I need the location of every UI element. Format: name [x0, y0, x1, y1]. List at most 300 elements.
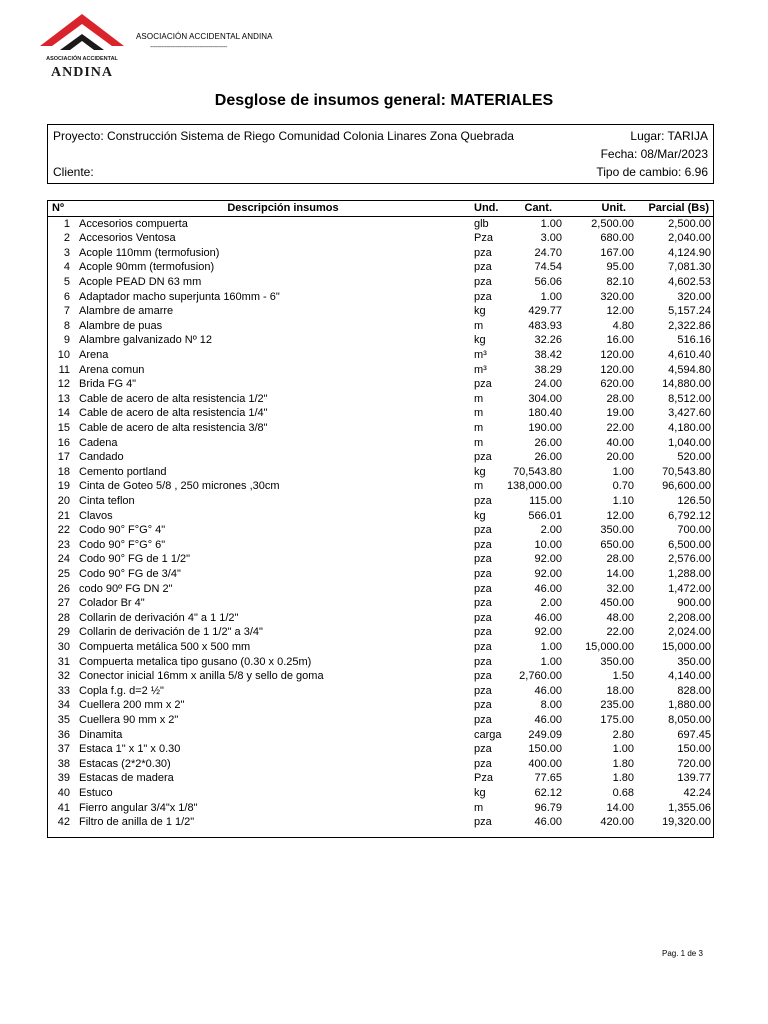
row-quantity: 1.00 [540, 655, 562, 668]
row-quantity: 24.70 [534, 246, 562, 259]
row-quantity: 92.00 [534, 553, 562, 566]
row-quantity: 483.93 [528, 319, 562, 332]
row-unit-price: 18.00 [606, 684, 634, 697]
row-unit: kg [474, 334, 486, 347]
row-partial: 4,180.00 [668, 421, 711, 434]
company-logo [36, 10, 128, 80]
row-partial: 1,472.00 [668, 582, 711, 595]
row-unit: pza [474, 524, 492, 537]
row-quantity: 38.29 [534, 363, 562, 376]
row-quantity: 429.77 [528, 305, 562, 318]
table-row [48, 713, 713, 728]
row-partial: 2,208.00 [668, 611, 711, 624]
row-unit: m³ [474, 363, 487, 376]
row-unit-price: 48.00 [606, 611, 634, 624]
row-number: 5 [63, 275, 70, 288]
header-unit-price: Unit. [601, 202, 626, 214]
row-number: 34 [57, 699, 70, 712]
row-unit-price: 0.68 [612, 786, 634, 799]
row-unit: Pza [474, 772, 493, 785]
row-unit: pza [474, 538, 492, 551]
row-unit: kg [474, 465, 486, 478]
row-quantity: 92.00 [534, 626, 562, 639]
row-description: Estacas de madera [79, 772, 174, 785]
table-row [48, 377, 713, 392]
row-quantity: 77.65 [534, 772, 562, 785]
row-quantity: 249.09 [528, 728, 562, 741]
row-partial: 697.45 [677, 728, 711, 741]
row-unit: m [474, 421, 484, 434]
row-quantity: 74.54 [534, 261, 562, 274]
table-row [48, 421, 713, 436]
row-number: 37 [57, 743, 70, 756]
row-unit: pza [474, 670, 492, 683]
table-row [48, 246, 713, 261]
row-description: Cadena [79, 436, 118, 449]
row-description: Conector inicial 16mm x anilla 5/8 y sello de goma [79, 670, 324, 683]
row-unit: m [474, 801, 484, 814]
document-title: Desglose de insumos general: MATERIALES [214, 92, 554, 109]
row-quantity: 2,760.00 [519, 670, 562, 683]
row-unit-price: 167.00 [600, 246, 634, 259]
row-number: 20 [57, 494, 70, 507]
row-description: Estuco [79, 786, 113, 799]
row-number: 19 [57, 480, 70, 493]
row-partial: 8,050.00 [668, 713, 711, 726]
row-unit: pza [474, 582, 492, 595]
row-description: Estaca 1" x 1" x 0.30 [79, 743, 181, 756]
row-partial: 5,157.24 [668, 305, 711, 318]
row-description: Codo 90° FG de 3/4" [79, 567, 181, 580]
row-quantity: 304.00 [528, 392, 562, 405]
logo-text-small: ASOCIACIÓN ACCIDENTAL [46, 56, 118, 62]
row-description: Cuellera 90 mm x 2" [79, 713, 179, 726]
table-row [48, 640, 713, 655]
table-row [48, 348, 713, 363]
table-row [48, 290, 713, 305]
table-row [48, 786, 713, 801]
row-partial: 1,355.06 [668, 801, 711, 814]
row-number: 4 [63, 261, 70, 274]
row-quantity: 150.00 [528, 743, 562, 756]
row-unit: pza [474, 451, 492, 464]
row-number: 42 [57, 816, 70, 829]
row-unit: pza [474, 655, 492, 668]
row-unit: pza [474, 684, 492, 697]
row-unit: kg [474, 305, 486, 318]
row-partial: 70,543.80 [662, 465, 711, 478]
row-unit: pza [474, 713, 492, 726]
table-header [48, 201, 713, 217]
row-number: 22 [57, 524, 70, 537]
row-description: Cinta teflon [79, 494, 135, 507]
row-description: Collarin de derivación de 1 1/2" a 3/4" [79, 626, 263, 639]
row-description: Clavos [79, 509, 113, 522]
row-number: 17 [57, 451, 70, 464]
row-description: Adaptador macho superjunta 160mm - 6" [79, 290, 280, 303]
row-unit: pza [474, 626, 492, 639]
row-description: Alambre de puas [79, 319, 163, 332]
row-unit-price: 1.80 [612, 772, 634, 785]
row-quantity: 26.00 [534, 451, 562, 464]
row-partial: 3,427.60 [668, 407, 711, 420]
row-partial: 828.00 [677, 684, 711, 697]
row-description: Alambre galvanizado Nº 12 [79, 334, 213, 347]
date-label: Fecha: 08/Mar/2023 [600, 147, 708, 161]
row-quantity: 180.40 [528, 407, 562, 420]
row-partial: 42.24 [683, 786, 711, 799]
row-partial: 720.00 [677, 757, 711, 770]
row-description: Brida FG 4" [79, 378, 137, 391]
row-description: Accesorios compuerta [79, 217, 188, 230]
row-unit-price: 95.00 [606, 261, 634, 274]
table-row [48, 509, 713, 524]
row-unit-price: 4.80 [612, 319, 634, 332]
row-partial: 4,140.00 [668, 670, 711, 683]
table-row [48, 815, 713, 830]
row-unit: carga [474, 728, 502, 741]
row-unit-price: 32.00 [606, 582, 634, 595]
table-row [48, 742, 713, 757]
row-quantity: 1.00 [540, 217, 562, 230]
row-number: 12 [57, 378, 70, 391]
header-partial: Parcial (Bs) [648, 202, 709, 214]
row-unit: pza [474, 699, 492, 712]
row-quantity: 138,000.00 [506, 480, 562, 493]
table-row [48, 801, 713, 816]
row-description: Acople 110mm (termofusion) [79, 246, 220, 259]
row-partial: 4,610.40 [668, 348, 711, 361]
row-description: Arena [79, 348, 109, 361]
row-unit: pza [474, 640, 492, 653]
row-quantity: 190.00 [528, 421, 562, 434]
row-unit: m³ [474, 348, 487, 361]
row-quantity: 8.00 [540, 699, 562, 712]
row-quantity: 400.00 [528, 757, 562, 770]
row-description: Cemento portland [79, 465, 167, 478]
table-row [48, 363, 713, 378]
table-row [48, 757, 713, 772]
row-description: Cinta de Goteo 5/8 , 250 micrones ,30cm [79, 480, 280, 493]
table-row [48, 217, 713, 232]
row-description: Estacas (2*2*0.30) [79, 757, 171, 770]
row-description: Codo 90° F°G° 6" [79, 538, 166, 551]
project-label: Proyecto: Construcción Sistema de Riego Comunidad Colonia Linares Zona Quebrada [53, 129, 514, 143]
row-unit-price: 320.00 [600, 290, 634, 303]
row-description: Acople PEAD DN 63 mm [79, 275, 202, 288]
row-partial: 15,000.00 [662, 640, 711, 653]
row-number: 32 [57, 670, 70, 683]
row-number: 1 [63, 217, 70, 230]
row-description: Accesorios Ventosa [79, 232, 176, 245]
row-unit-price: 22.00 [606, 626, 634, 639]
row-partial: 1,288.00 [668, 567, 711, 580]
table-row [48, 406, 713, 421]
table-row [48, 625, 713, 640]
exchange-rate-label: Tipo de cambio: 6.96 [596, 165, 708, 179]
table-row [48, 465, 713, 480]
table-row [48, 552, 713, 567]
row-number: 39 [57, 772, 70, 785]
row-unit-price: 28.00 [606, 553, 634, 566]
row-number: 25 [57, 567, 70, 580]
row-number: 23 [57, 538, 70, 551]
row-quantity: 32.26 [534, 334, 562, 347]
row-quantity: 10.00 [534, 538, 562, 551]
row-partial: 2,040.00 [668, 232, 711, 245]
table-row [48, 698, 713, 713]
table-row [48, 231, 713, 246]
row-unit: pza [474, 757, 492, 770]
row-unit: pza [474, 275, 492, 288]
row-unit-price: 420.00 [600, 816, 634, 829]
row-quantity: 62.12 [534, 786, 562, 799]
row-quantity: 46.00 [534, 816, 562, 829]
header-unit: Und. [474, 202, 499, 214]
row-quantity: 3.00 [540, 232, 562, 245]
row-number: 26 [57, 582, 70, 595]
row-unit-price: 120.00 [600, 348, 634, 361]
row-quantity: 38.42 [534, 348, 562, 361]
row-number: 41 [57, 801, 70, 814]
row-number: 11 [58, 363, 70, 376]
row-partial: 6,792.12 [668, 509, 711, 522]
row-unit-price: 82.10 [606, 275, 634, 288]
row-unit-price: 12.00 [606, 305, 634, 318]
table-row [48, 494, 713, 509]
row-unit-price: 350.00 [600, 524, 634, 537]
row-description: Cable de acero de alta resistencia 1/4" [79, 407, 268, 420]
row-quantity: 26.00 [534, 436, 562, 449]
client-label: Cliente: [53, 165, 94, 179]
row-unit: pza [474, 597, 492, 610]
row-partial: 1,880.00 [668, 699, 711, 712]
row-quantity: 46.00 [534, 611, 562, 624]
table-row [48, 479, 713, 494]
row-description: Candado [79, 451, 124, 464]
row-description: Copla f.g. d=2 ½" [79, 684, 164, 697]
table-row [48, 771, 713, 786]
row-unit: pza [474, 743, 492, 756]
row-unit: kg [474, 509, 486, 522]
row-quantity: 115.00 [529, 494, 562, 507]
row-unit-price: 0.70 [612, 480, 634, 493]
table-row [48, 260, 713, 275]
table-row [48, 450, 713, 465]
row-quantity: 46.00 [534, 582, 562, 595]
row-description: Compuerta metálica 500 x 500 mm [79, 640, 251, 653]
row-unit: glb [474, 217, 489, 230]
row-description: Colador Br 4" [79, 597, 145, 610]
row-unit: m [474, 392, 484, 405]
table-row [48, 538, 713, 553]
row-quantity: 46.00 [534, 713, 562, 726]
row-unit: Pza [474, 232, 493, 245]
org-underline: ------------------------------------------ [150, 44, 227, 51]
row-partial: 8,512.00 [668, 392, 711, 405]
row-number: 13 [57, 392, 70, 405]
project-info-box [47, 124, 714, 184]
row-partial: 2,576.00 [668, 553, 711, 566]
row-description: Fierro angular 3/4"x 1/8" [79, 801, 198, 814]
row-number: 21 [57, 509, 70, 522]
row-partial: 320.00 [677, 290, 711, 303]
row-description: Cable de acero de alta resistencia 3/8" [79, 421, 268, 434]
table-row [48, 392, 713, 407]
header-quantity: Cant. [524, 202, 552, 214]
row-unit-price: 1.10 [612, 494, 634, 507]
row-number: 35 [57, 713, 70, 726]
row-unit-price: 15,000.00 [585, 640, 634, 653]
table-row [48, 582, 713, 597]
table-row [48, 684, 713, 699]
table-row [48, 275, 713, 290]
row-unit-price: 680.00 [600, 232, 634, 245]
row-number: 6 [63, 290, 70, 303]
row-unit: pza [474, 553, 492, 566]
row-partial: 139.77 [677, 772, 711, 785]
row-unit-price: 40.00 [606, 436, 634, 449]
row-quantity: 46.00 [534, 684, 562, 697]
row-number: 40 [57, 786, 70, 799]
place-label: Lugar: TARIJA [630, 129, 708, 143]
row-partial: 350.00 [677, 655, 711, 668]
row-unit-price: 1.00 [612, 465, 634, 478]
table-row [48, 523, 713, 538]
row-quantity: 566.01 [528, 509, 562, 522]
row-partial: 126.50 [677, 494, 711, 507]
row-unit: m [474, 436, 484, 449]
table-row [48, 567, 713, 582]
materials-table [47, 200, 714, 838]
row-number: 30 [57, 640, 70, 653]
table-row [48, 655, 713, 670]
row-unit: pza [474, 494, 492, 507]
row-unit-price: 12.00 [606, 509, 634, 522]
row-number: 8 [63, 319, 70, 332]
row-unit-price: 120.00 [600, 363, 634, 376]
row-unit-price: 650.00 [600, 538, 634, 551]
row-number: 27 [57, 597, 70, 610]
row-quantity: 70,543.80 [513, 465, 562, 478]
row-unit: pza [474, 378, 492, 391]
row-unit-price: 1.00 [612, 743, 634, 756]
row-partial: 4,594.80 [668, 363, 711, 376]
row-description: Alambre de amarre [79, 305, 174, 318]
row-description: Codo 90° FG de 1 1/2" [79, 553, 191, 566]
row-unit: m [474, 319, 484, 332]
row-partial: 2,500.00 [668, 217, 711, 230]
row-partial: 2,024.00 [668, 626, 711, 639]
header-description: Descripción insumos [227, 202, 339, 214]
row-unit: m [474, 480, 484, 493]
row-number: 9 [63, 334, 70, 347]
row-number: 15 [57, 421, 70, 434]
row-number: 36 [57, 728, 70, 741]
row-number: 18 [57, 465, 70, 478]
row-description: Cuellera 200 mm x 2" [79, 699, 185, 712]
row-unit-price: 22.00 [606, 421, 634, 434]
row-partial: 7,081.30 [668, 261, 711, 274]
row-unit-price: 1.50 [612, 670, 634, 683]
row-number: 3 [63, 246, 70, 259]
row-unit: pza [474, 261, 492, 274]
row-quantity: 24.00 [534, 378, 562, 391]
row-unit: pza [474, 290, 492, 303]
row-unit-price: 2.80 [612, 728, 634, 741]
row-partial: 96,600.00 [662, 480, 711, 493]
row-number: 33 [57, 684, 70, 697]
row-number: 31 [57, 655, 70, 668]
row-unit-price: 14.00 [606, 567, 634, 580]
row-description: Codo 90° F°G° 4" [79, 524, 166, 537]
table-row [48, 304, 713, 319]
logo-text-large: ANDINA [51, 65, 113, 80]
row-description: Compuerta metalica tipo gusano (0.30 x 0.25m) [79, 655, 312, 668]
row-unit-price: 14.00 [606, 801, 634, 814]
row-unit: pza [474, 816, 492, 829]
row-unit-price: 1.80 [612, 757, 634, 770]
row-partial: 520.00 [677, 451, 711, 464]
row-number: 38 [57, 757, 70, 770]
row-unit-price: 16.00 [606, 334, 634, 347]
row-number: 10 [57, 348, 70, 361]
row-partial: 14,880.00 [662, 378, 711, 391]
row-unit-price: 620.00 [600, 378, 634, 391]
row-quantity: 2.00 [540, 597, 562, 610]
row-partial: 4,602.53 [668, 275, 711, 288]
row-unit: m [474, 407, 484, 420]
row-quantity: 92.00 [534, 567, 562, 580]
row-description: Collarin de derivación 4" a 1 1/2" [79, 611, 239, 624]
row-unit-price: 350.00 [600, 655, 634, 668]
row-number: 2 [63, 232, 70, 245]
table-row [48, 611, 713, 626]
row-unit: pza [474, 611, 492, 624]
row-quantity: 1.00 [540, 640, 562, 653]
row-unit-price: 19.00 [606, 407, 634, 420]
row-unit: pza [474, 567, 492, 580]
table-row [48, 596, 713, 611]
org-name: ASOCIACIÓN ACCIDENTAL ANDINA [136, 32, 273, 41]
page-number: Pag. 1 de 3 [662, 949, 703, 958]
row-partial: 516.16 [677, 334, 711, 347]
row-number: 29 [57, 626, 70, 639]
table-row [48, 319, 713, 334]
row-quantity: 96.79 [534, 801, 562, 814]
table-row [48, 669, 713, 684]
row-partial: 900.00 [677, 597, 711, 610]
header-no: Nº [52, 202, 64, 214]
row-number: 16 [57, 436, 70, 449]
row-unit: pza [474, 246, 492, 259]
row-quantity: 1.00 [540, 290, 562, 303]
row-partial: 150.00 [677, 743, 711, 756]
row-partial: 700.00 [677, 524, 711, 537]
row-number: 24 [57, 553, 70, 566]
row-description: Dinamita [79, 728, 123, 741]
row-unit-price: 175.00 [600, 713, 634, 726]
row-unit-price: 450.00 [600, 597, 634, 610]
row-unit-price: 235.00 [600, 699, 634, 712]
row-description: Cable de acero de alta resistencia 1/2" [79, 392, 268, 405]
row-partial: 2,322.86 [668, 319, 711, 332]
row-number: 14 [57, 407, 70, 420]
row-description: Arena comun [79, 363, 145, 376]
row-unit: kg [474, 786, 486, 799]
row-description: codo 90º FG DN 2" [79, 582, 173, 595]
row-number: 7 [63, 305, 70, 318]
